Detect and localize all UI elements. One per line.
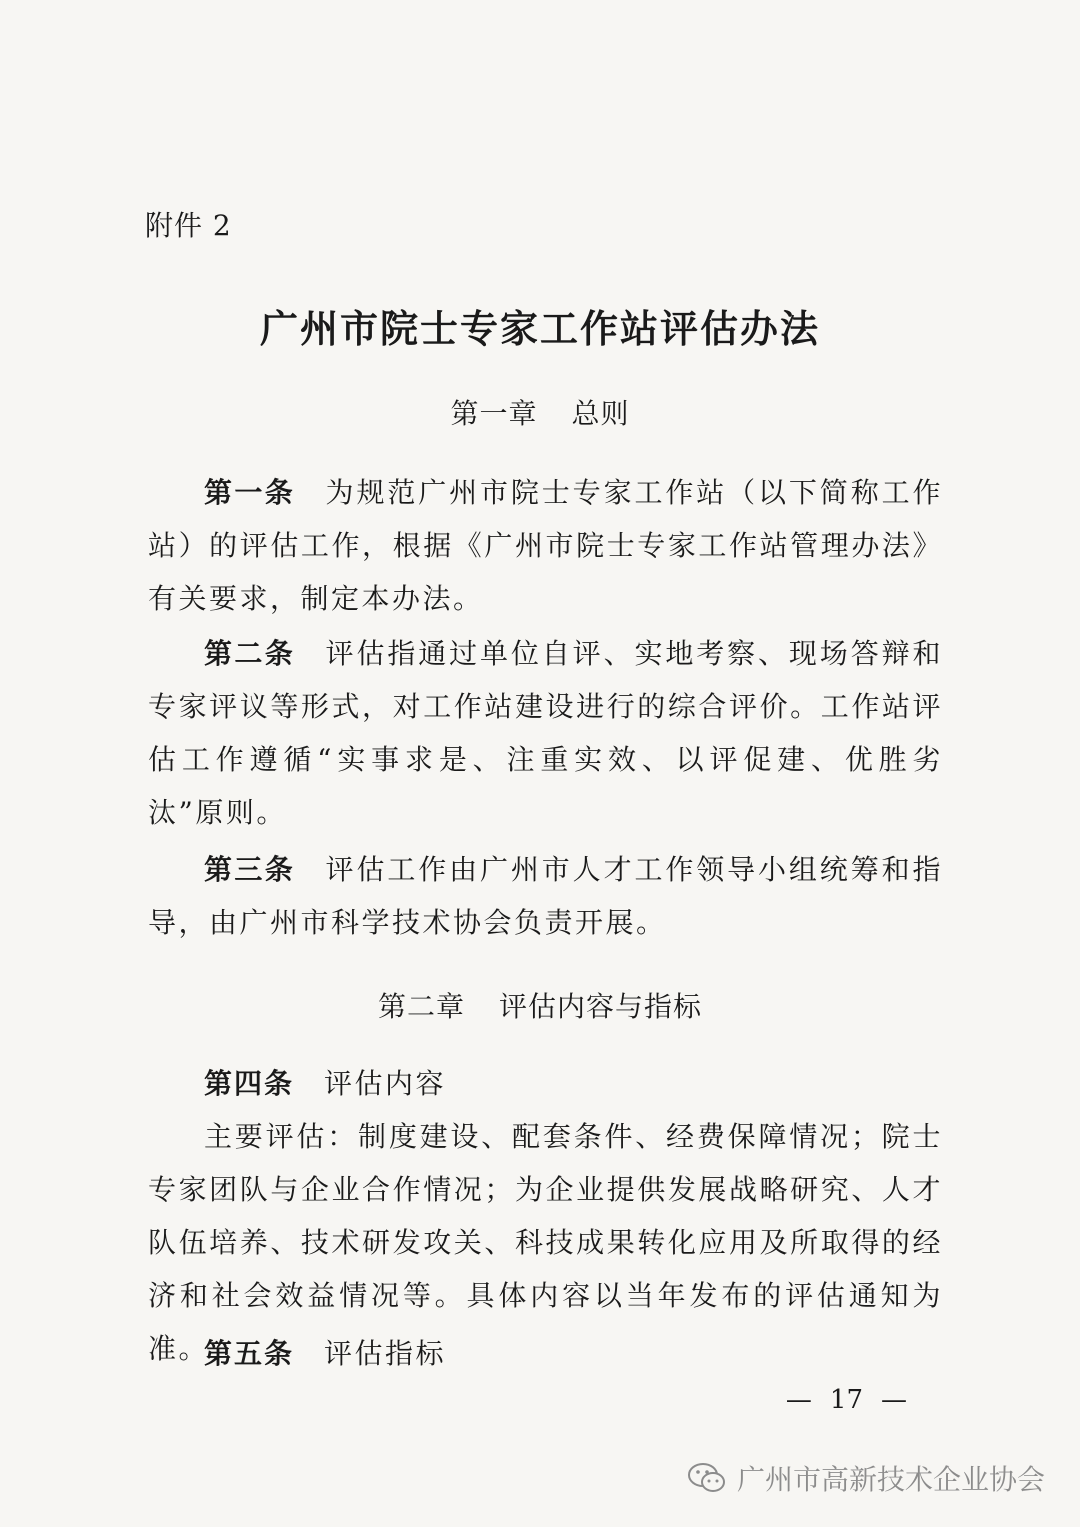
article-2-text: 评估指通过单位自评、实地考察、现场答辩和专家评议等形式，对工作站建设进行的综合评价。工作站评估工作遵循“实事求是、注重实效、以评促建、优胜劣汰”原则。 bbox=[148, 637, 943, 829]
article-3 bbox=[148, 843, 943, 949]
article-2 bbox=[148, 627, 943, 839]
article-4 bbox=[148, 1057, 943, 1110]
chapter-2-heading bbox=[0, 985, 1080, 1025]
article-4-label: 第四条 bbox=[204, 1067, 295, 1100]
article-5-text: 评估指标 bbox=[324, 1337, 447, 1370]
article-4-body: 主要评估：制度建设、配套条件、经费保障情况；院士专家团队与企业合作情况；为企业提供发展战略研究、人才队伍培养、技术研发攻关、科技成果转化应用及所取得的经济和社会效益情况等。具体内容以当年发布的评估通知为准。 bbox=[148, 1120, 943, 1365]
chapter-1-name: 总则 bbox=[571, 397, 630, 430]
article-5 bbox=[148, 1327, 943, 1380]
page-dash-left: — bbox=[785, 1385, 812, 1415]
document-title: 广州市院士专家工作站评估办法 bbox=[259, 306, 820, 351]
wechat-icon bbox=[687, 1461, 727, 1495]
article-4-text: 评估内容 bbox=[324, 1067, 447, 1100]
article-1-label: 第一条 bbox=[204, 476, 296, 509]
article-2-label: 第二条 bbox=[204, 637, 296, 670]
watermark bbox=[687, 1458, 1045, 1498]
article-1-text: 为规范广州市院士专家工作站（以下简称工作站）的评估工作，根据《广州市院士专家工作站管理办法》有关要求，制定本办法。 bbox=[148, 476, 943, 615]
page-number-value: 17 bbox=[829, 1385, 863, 1415]
page-dash-right: — bbox=[881, 1385, 907, 1415]
chapter-1-heading bbox=[0, 392, 1080, 432]
chapter-2-number: 第二章 bbox=[377, 990, 465, 1023]
attachment-label: 附件 2 bbox=[145, 209, 232, 242]
article-3-label: 第三条 bbox=[204, 853, 296, 886]
chapter-2-name: 评估内容与指标 bbox=[499, 990, 703, 1023]
article-5-label: 第五条 bbox=[204, 1337, 295, 1370]
watermark-text: 广州市高新技术企业协会 bbox=[736, 1463, 1045, 1496]
page-number bbox=[0, 1385, 925, 1415]
article-1 bbox=[148, 466, 943, 625]
chapter-1-number: 第一章 bbox=[450, 397, 538, 430]
article-3-text: 评估工作由广州市人才工作领导小组统筹和指导，由广州市科学技术协会负责开展。 bbox=[148, 853, 943, 939]
